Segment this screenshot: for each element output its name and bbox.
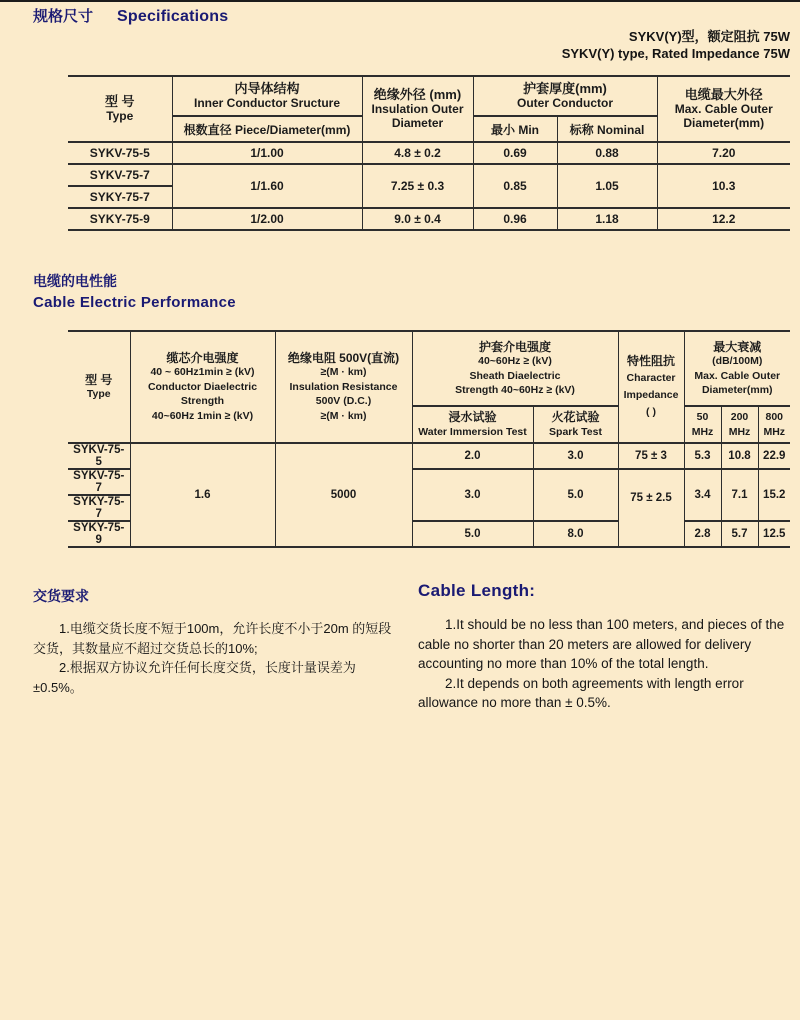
att-50mhz-cell: 5.3 xyxy=(684,443,721,469)
att-800mhz-cell: 22.9 xyxy=(758,443,790,469)
cable-length-title: Cable Length: xyxy=(418,581,536,600)
nominal-cell: 1.05 xyxy=(557,164,657,208)
nominal-cell: 1.18 xyxy=(557,208,657,230)
header-200mhz: 200 MHz xyxy=(721,406,758,443)
water-test-cell: 5.0 xyxy=(412,521,533,547)
header-insulation-outer-diameter: 绝缘外径 (mm) Insulation Outer Diameter xyxy=(362,76,473,142)
insulation-cell: 4.8 ± 0.2 xyxy=(362,142,473,164)
att-800mhz-cell: 12.5 xyxy=(758,521,790,547)
inner-cell: 1/1.00 xyxy=(172,142,362,164)
header-sheath-dielectric-strength: 护套介电强度 40~60Hz ≥ (kV) Sheath Diaelectric Strength 40~60Hz ≥ (kV) xyxy=(412,331,618,406)
electric-row-sykv-75-5 xyxy=(68,443,790,469)
electric-title-zh: 电缆的电性能 xyxy=(33,273,117,289)
spec-header-row-1 xyxy=(68,76,790,116)
cable-length-paragraph-2: 2.It depends on both agreements with length error allowance no more than ± 0.5%. xyxy=(418,675,744,710)
type-cell: SYKY-75-7 xyxy=(68,186,172,208)
spec-row-sykv-75-5 xyxy=(68,142,790,164)
electric-title-en: Cable Electric Performance xyxy=(33,294,236,311)
header-spark-test: 火花试验 Spark Test xyxy=(533,406,618,443)
subtitle-line-en: SYKV(Y) type, Rated Impedance 75W xyxy=(561,46,790,61)
header-insulation-resistance: 绝缘电阻 500V(直流) ≥(M · km) Insulation Resistance 500V (D.C.) ≥(M · km) xyxy=(275,331,412,443)
electric-header-row-1 xyxy=(68,331,790,406)
header-max-cable-diameter: 电缆最大外径 Max. Cable Outer Diameter(mm) xyxy=(657,76,790,142)
header-piece-diameter: 根数直径 Piece/Diameter(mm) xyxy=(172,116,362,142)
inner-cell: 1/2.00 xyxy=(172,208,362,230)
spark-test-cell: 8.0 xyxy=(533,521,618,547)
water-test-cell: 2.0 xyxy=(412,443,533,469)
att-200mhz-cell: 10.8 xyxy=(721,443,758,469)
resistance-cell: 5000 xyxy=(275,443,412,547)
spec-row-syky-75-9 xyxy=(68,208,790,230)
header-outer-conductor: 护套厚度(mm) Outer Conductor xyxy=(473,76,657,116)
specifications-table xyxy=(68,75,790,231)
header-conductor-dielectric-strength: 缆芯介电强度 40 ~ 60Hz1min ≥ (kV) Conductor Diaelectric Strength 40~60Hz 1min ≥ (kV) xyxy=(130,331,275,443)
min-cell: 0.69 xyxy=(473,142,557,164)
type-cell: SYKY-75-9 xyxy=(68,208,172,230)
delivery-requirements-section xyxy=(33,586,397,697)
header-characteristic-impedance: 特性阻抗 Character Impedance ( ) xyxy=(618,331,684,443)
header-max-attenuation: 最大衰减 (dB/100M) Max. Cable Outer Diameter(mm) xyxy=(684,331,790,406)
att-200mhz-cell: 5.7 xyxy=(721,521,758,547)
strength-cell: 1.6 xyxy=(130,443,275,547)
header-inner-conductor: 内导体结构 Inner Conductor Sructure xyxy=(172,76,362,116)
min-cell: 0.85 xyxy=(473,164,557,208)
header-800mhz: 800 MHz xyxy=(758,406,790,443)
att-200mhz-cell: 7.1 xyxy=(721,469,758,521)
subtitle-line-zh: SYKV(Y)型，额定阻抗 75W xyxy=(628,29,790,44)
type-cell: SYKV-75-5 xyxy=(68,443,130,469)
nominal-cell: 0.88 xyxy=(557,142,657,164)
specifications-section-title xyxy=(33,5,228,26)
spark-test-cell: 3.0 xyxy=(533,443,618,469)
max-cell: 7.20 xyxy=(657,142,790,164)
rated-impedance-subtitle xyxy=(562,28,790,62)
header-nominal: 标称 Nominal xyxy=(557,116,657,142)
electric-performance-section-title xyxy=(33,271,236,313)
type-cell: SYKV-75-5 xyxy=(68,142,172,164)
impedance-cell: 75 ± 3 xyxy=(618,443,684,469)
min-cell: 0.96 xyxy=(473,208,557,230)
max-cell: 10.3 xyxy=(657,164,790,208)
max-cell: 12.2 xyxy=(657,208,790,230)
inner-cell: 1/1.60 xyxy=(172,164,362,208)
delivery-title: 交货要求 xyxy=(33,588,89,604)
water-test-cell: 3.0 xyxy=(412,469,533,521)
header-type: 型 号 Type xyxy=(68,76,172,142)
insulation-cell: 9.0 ± 0.4 xyxy=(362,208,473,230)
header-min: 最小 Min xyxy=(473,116,557,142)
cable-length-paragraph-1: 1.It should be no less than 100 meters, and pieces of the cable no shorter than 20 meters are allowed for delivery accounting no more than 10% of the total length. xyxy=(418,617,785,671)
spec-row-sykv-75-7 xyxy=(68,164,790,186)
insulation-cell: 7.25 ± 0.3 xyxy=(362,164,473,208)
att-50mhz-cell: 2.8 xyxy=(684,521,721,547)
specs-title-en: Specifications xyxy=(117,8,229,25)
type-cell: SYKV-75-7 xyxy=(68,164,172,186)
type-cell: SYKY-75-9 xyxy=(68,521,130,547)
header-50mhz: 50 MHz xyxy=(684,406,721,443)
impedance-cell: 75 ± 2.5 xyxy=(618,469,684,547)
att-800mhz-cell: 15.2 xyxy=(758,469,790,521)
spark-test-cell: 5.0 xyxy=(533,469,618,521)
electric-performance-table xyxy=(68,330,790,548)
header-type: 型 号 Type xyxy=(68,331,130,443)
specs-title-zh: 规格尺寸 xyxy=(33,8,94,25)
cable-length-section xyxy=(418,581,792,713)
type-cell: SYKV-75-7 xyxy=(68,469,130,495)
att-50mhz-cell: 3.4 xyxy=(684,469,721,521)
type-cell: SYKY-75-7 xyxy=(68,495,130,521)
header-water-immersion-test: 浸水试验 Water Immersion Test xyxy=(412,406,533,443)
delivery-paragraph-2: 2.根据双方协议允许任何长度交货，长度计量误差为±0.5%。 xyxy=(33,660,356,695)
delivery-paragraph-1: 1.电缆交货长度不短于100m，允许长度不小于20m 的短段交货，其数量应不超过交货总长的10%; xyxy=(33,621,392,656)
